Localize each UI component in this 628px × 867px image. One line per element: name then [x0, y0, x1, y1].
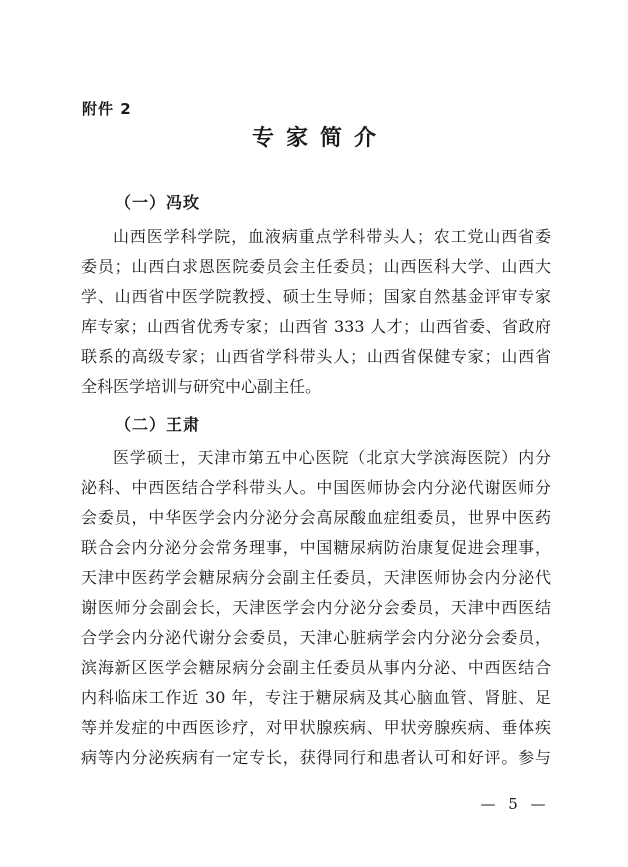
bio-line: 内科临床工作近 30 年，专注于糖尿病及其心脑血管、肾脏、足 [81, 688, 551, 707]
bio-line: 合学会内分泌代谢分会委员，天津心脏病学会内分泌分会委员， [81, 628, 551, 647]
expert-heading-2: （二）王肃 [115, 415, 201, 434]
expert-bio-1 [81, 222, 551, 402]
bio-line: 联系的高级专家；山西省学科带头人；山西省保健专家；山西省 [81, 347, 551, 366]
attachment-label: 附件 2 [82, 100, 132, 118]
bio-line: 库专家；山西省优秀专家；山西省 333 人才；山西省委、省政府 [81, 317, 551, 336]
bio-line: 会委员，中华医学会内分泌分会高尿酸血症组委员，世界中医药 [81, 508, 551, 527]
bio-line: 山西医学科学院，血液病重点学科带头人；农工党山西省委 [113, 227, 551, 246]
page-number: — 5 — [480, 795, 550, 813]
bio-line: 全科医学培训与研究中心副主任。 [81, 377, 322, 396]
document-title: 专家简介 [251, 126, 388, 151]
expert-bio-2 [81, 443, 551, 773]
bio-line: 谢医师分会副会长，天津医学会内分泌分会委员，天津中西医结 [81, 598, 551, 617]
bio-line: 天津中医药学会糖尿病分会副主任委员，天津医师协会内分泌代 [81, 568, 551, 587]
bio-line: 医学硕士，天津市第五中心医院（北京大学滨海医院）内分 [113, 448, 551, 467]
bio-line: 学、山西省中医学院教授、硕士生导师；国家自然基金评审专家 [81, 287, 551, 306]
bio-line: 泌科、中西医结合学科带头人。中国医师协会内分泌代谢医师分 [81, 478, 551, 497]
bio-line: 联合会内分泌分会常务理事，中国糖尿病防治康复促进会理事， [81, 538, 551, 557]
bio-line: 等并发症的中西医诊疗，对甲状腺疾病、甲状旁腺疾病、垂体疾 [81, 718, 551, 737]
bio-line: 滨海新区医学会糖尿病分会副主任委员从事内分泌、中西医结合 [81, 658, 551, 677]
expert-heading-1: （一）冯玫 [115, 193, 201, 212]
bio-line: 委员；山西白求恩医院委员会主任委员；山西医科大学、山西大 [81, 257, 551, 276]
bio-line: 病等内分泌疾病有一定专长，获得同行和患者认可和好评。参与 [81, 748, 551, 767]
